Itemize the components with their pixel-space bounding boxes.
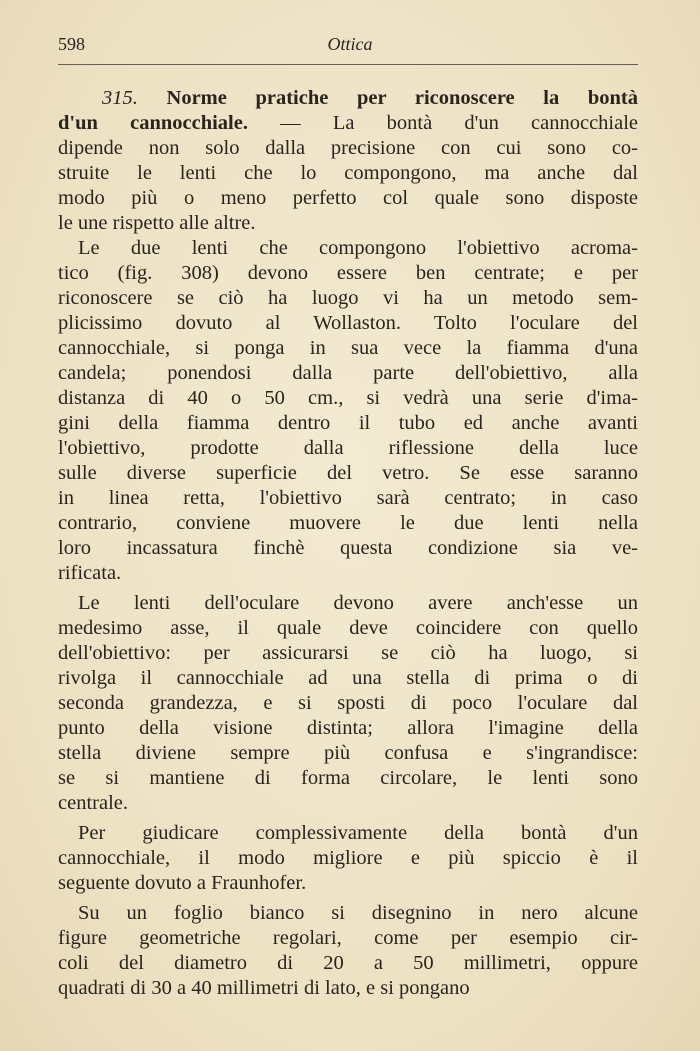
text-line: struite le lenti che lo compongono, ma anche dal <box>58 162 638 184</box>
text-line: modo più o meno perfetto col quale sono disposte <box>58 187 638 209</box>
text-line: sulle diverse superficie del vetro. Se esse saranno <box>58 462 638 484</box>
text-line: seconda grandezza, e si sposti di poco l'oculare dal <box>58 692 638 714</box>
text-line: coli del diametro di 20 a 50 millimetri, oppure <box>58 952 638 974</box>
text-line: distanza di 40 o 50 cm., si vedrà una serie d'ima- <box>58 387 638 409</box>
text-line: Le lenti dell'oculare devono avere anch'esse un <box>78 592 638 614</box>
section-heading-line <box>58 111 638 136</box>
text-line: medesimo asse, il quale deve coincidere con quello <box>58 617 638 639</box>
text-line: candela; ponendosi dalla parte dell'obiettivo, alla <box>58 362 638 384</box>
page-number: 598 <box>58 34 85 54</box>
text-line: Su un foglio bianco si disegnino in nero alcune <box>78 902 638 924</box>
running-title: Ottica <box>327 34 373 54</box>
text-line: contrario, conviene muovere le due lenti nella <box>58 512 638 534</box>
text-line: figure geometriche regolari, come per esempio cir- <box>58 927 638 949</box>
text-line: le une rispetto alle altre. <box>58 212 256 234</box>
text-line: dipende non solo dalla precisione con cui sono co- <box>58 137 638 159</box>
page-body <box>58 86 638 1001</box>
text: — La bontà d'un cannocchiale <box>247 112 639 134</box>
text-line: cannocchiale, si ponga in sua vece la fiamma d'una <box>58 337 638 359</box>
text-line: rivolga il cannocchiale ad una stella di prima o di <box>58 667 638 689</box>
text-line: plicissimo dovuto al Wollaston. Tolto l'oculare del <box>58 312 638 334</box>
text-line: tico (fig. 308) devono essere ben centrate; e per <box>58 262 638 284</box>
section-number: 315. <box>102 87 138 109</box>
text-line: l'obiettivo, prodotte dalla riflessione della luce <box>58 437 638 459</box>
text-line: gini della fiamma dentro il tubo ed anche avanti <box>58 412 638 434</box>
text-line: cannocchiale, il modo migliore e più spiccio è il <box>58 847 638 869</box>
paragraphs <box>58 136 638 1001</box>
text-line: in linea retta, l'obiettivo sarà centrato; in caso <box>58 487 638 509</box>
text-line: stella diviene sempre più confusa e s'ingrandisce: <box>58 742 638 764</box>
text-line: riconoscere se ciò ha luogo vi ha un metodo sem- <box>58 287 638 309</box>
text-line: loro incassatura finchè questa condizione sia ve- <box>58 537 638 559</box>
section-heading-line <box>58 86 638 111</box>
text-line: Per giudicare complessivamente della bontà d'un <box>78 822 638 844</box>
text-line: seguente dovuto a Fraunhofer. <box>58 872 307 894</box>
text-line: Le due lenti che compongono l'obiettivo acroma- <box>78 237 638 259</box>
text-line: centrale. <box>58 792 128 814</box>
section-title-cont: d'un cannocchiale. <box>58 112 248 134</box>
text-line: quadrati di 30 a 40 millimetri di lato, e si pongano <box>58 977 470 999</box>
text-line: punto della visione distinta; allora l'imagine della <box>58 717 638 739</box>
header-rule <box>58 64 638 65</box>
section-title: Norme pratiche per riconoscere la bontà <box>166 87 638 109</box>
text-line: se si mantiene di forma circolare, le lenti sono <box>58 767 638 789</box>
text-line: dell'obiettivo: per assicurarsi se ciò ha luogo, si <box>58 642 638 664</box>
text-line: rificata. <box>58 562 122 584</box>
